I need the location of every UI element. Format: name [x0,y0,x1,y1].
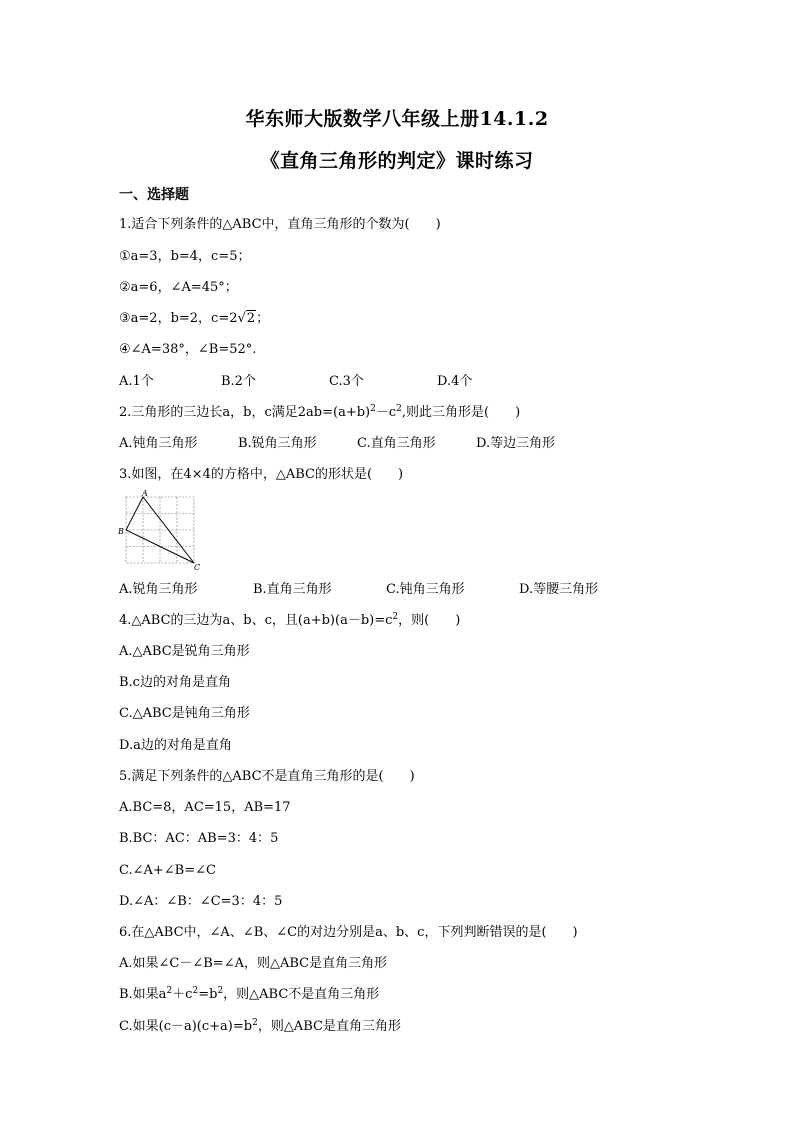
question-6-option-c: C.如果$(c-a)(c+a)=b^2$，则△ABC是直角三角形 [119,1018,401,1034]
grid-lines [126,497,194,563]
question-1-condition-3: ③a=2，b=2，c=2√2； [119,311,270,326]
question-5-option-b: B.BC：AC：AB=3：4：5 [119,831,279,846]
question-4-stem: 4.△ABC的三边为a、b、c，且$(a+b)(a-b)=c^2$，则( ) [119,612,461,628]
question-2-stem: 2.三角形的三边长a，b，c满足$2ab=(a+b)^2-c^2$,则此三角形是( ) [119,404,521,420]
question-2-option-b: B.锐角三角形 [238,436,317,451]
question-1-option-b: B.2个 [221,374,256,389]
question-4-option-b: B.c边的对角是直角 [119,675,231,690]
vertex-label-c: C [194,563,201,570]
question-1-option-a: A.1个 [119,374,154,389]
worksheet-title: 华东师大版数学八年级上册14.1.2 [245,108,549,130]
question-2-option-d: D.等边三角形 [476,436,556,451]
question-3-stem: 3.如图，在4×4的方格中，△ABC的形状是( ) [119,467,404,482]
question-1-condition-4: ④∠A=38°，∠B=52°. [119,342,257,357]
worksheet-subtitle: 《直角三角形的判定》课时练习 [260,150,534,172]
question-6-option-a: A.如果∠C－∠B=∠A，则△ABC是直角三角形 [119,956,388,971]
question-5-option-c: C.∠A+∠B=∠C [119,863,216,878]
question-1-condition-2: ②a=6，∠A=45°； [119,280,238,295]
question-1-condition-1: ①a=3，b=4，c=5； [119,249,251,264]
question-5-stem: 5.满足下列条件的△ABC不是直角三角形的是( ) [119,769,415,784]
section-heading: 一、选择题 [119,187,189,203]
question-1-option-c: C.3个 [329,374,364,389]
question-1-stem: 1.适合下列条件的△ABC中，直角三角形的个数为( ) [119,217,441,232]
question-1-option-d: D.4个 [437,374,473,389]
question-4-option-a: A.△ABC是锐角三角形 [119,644,250,659]
question-5-option-d: D.∠A：∠B：∠C=3：4：5 [119,894,283,909]
question-4-option-c: C.△ABC是钝角三角形 [119,706,250,721]
question-3-option-a: A.锐角三角形 [119,582,198,597]
question-5-option-a: A.BC=8，AC=15，AB=17 [119,800,291,815]
question-3-option-c: C.钝角三角形 [386,582,465,597]
question-2-option-c: C.直角三角形 [357,436,436,451]
grid-triangle-figure [116,490,202,570]
sqrt-expression: √2 [237,311,256,326]
question-6-option-b: B.如果$a^2+c^2=b^2$，则△ABC不是直角三角形 [119,986,380,1002]
question-4-option-d: D.a边的对角是直角 [119,738,232,753]
vertex-label-a: A [142,490,148,498]
question-2-option-a: A.钝角三角形 [119,436,198,451]
question-3-option-b: B.直角三角形 [253,582,332,597]
question-3-option-d: D.等腰三角形 [519,582,599,597]
question-6-stem: 6.在△ABC中，∠A、∠B、∠C的对边分别是a、b、c，下列判断错误的是( ) [119,925,578,940]
vertex-label-b: B [118,527,124,536]
